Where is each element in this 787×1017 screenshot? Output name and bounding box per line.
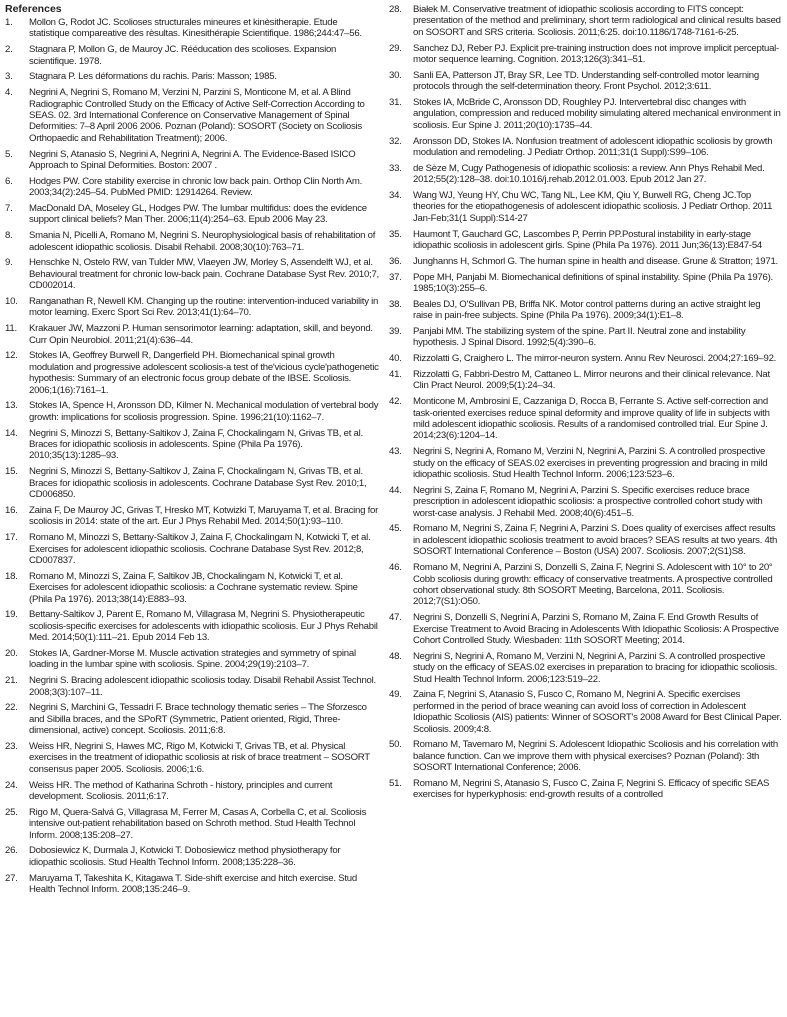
reference-text: Haumont T, Gauchard GC, Lascombes P, Perrin PP.Postural instability in early-stage idiopathic scoliosis in adolescent girls. Spine (Phila Pa 1976). 2011 Jun;36(13):E847-54 — [413, 228, 763, 252]
reference-text: Rizzolatti G, Fabbri-Destro M, Cattaneo L. Mirror neurons and their clinical relevance. Nat Clin Pract Neurol. 2009;5(1):24–34. — [413, 369, 770, 392]
reference-item — [389, 446, 782, 480]
reference-item — [389, 4, 782, 38]
reference-item — [5, 609, 379, 643]
reference-number: 45. — [389, 523, 402, 535]
reference-number: 25. — [5, 806, 18, 818]
reference-item — [389, 190, 782, 224]
references-heading: References — [5, 3, 62, 15]
reference-text: Panjabi MM. The stabilizing system of the spine. Part II. Neutral zone and instability hypothesis. J Spinal Disord. 1992;5(4):390–6. — [413, 326, 746, 349]
reference-text: Stokes IA, Gardner-Morse M. Muscle activation strategies and symmetry of spinal loading in the lumbar spine with scoliosis. Spine. 2004;29(19):2103–7. — [29, 647, 356, 671]
reference-number: 51. — [389, 777, 402, 789]
reference-item — [389, 272, 782, 295]
reference-number: 6. — [5, 175, 13, 187]
reference-item — [389, 739, 782, 773]
reference-number: 21. — [5, 675, 18, 687]
reference-text: Romano M, Negrini A, Parzini S, Donzelli S, Zaina F, Negrini S. Adolescent with 10° to 20° Cobb scoliosis during growth: efficacy of conservative treatments. A prospective controlled cohort observational study. 8th SOSORT Meeting, Barcelona, 2011. Scoliosis. 2012;7(S1):O50. — [413, 562, 773, 608]
reference-number: 31. — [389, 97, 402, 109]
reference-item — [389, 396, 782, 442]
reference-text: Romano M, Minozzi S, Zaina F, Saltikov JB, Chockalingam N, Kotwicki T, et al. Exercises for adolescent idiopathic scoliosis: a Cochrane systematic review. Spine (Phila Pa 1976). 2013;38(14):E883–93. — [29, 570, 358, 605]
reference-text: Beales DJ, O'Sullivan PB, Briffa NK. Motor control patterns during an active straight leg raise in pain-free subjects. Spine (Phila Pa 1976). 2009;34(1):E1–8. — [413, 298, 761, 322]
reference-number: 27. — [5, 872, 18, 884]
reference-text: Wang WJ, Yeung HY, Chu WC, Tang NL, Lee KM, Qiu Y, Burwell RG, Cheng JC.Top theories for the etiopathogenesis of adolescent idiopathic scoliosis. J Pediatr Orthop. 2011 Jan-Feb;31(1 Suppl):S14-27 — [413, 190, 773, 224]
reference-text: Sanli EA, Patterson JT, Bray SR, Lee TD. Understanding self-controlled motor learning protocols through the self-determination theory. Front Psychol. 2012;3:611. — [413, 69, 759, 93]
reference-item — [389, 256, 782, 267]
reference-item — [5, 648, 379, 671]
reference-text: Stagnara P. Les déformations du rachis. Paris: Masson; 1985. — [29, 71, 277, 83]
reference-text: Białek M. Conservative treatment of idiopathic scoliosis according to FITS concept: presentation of the method and preliminary, short term radiological and clinical results based on SOSORT and SRS criteria. Scoliosis. 2011;6:25. doi:10.1186/1748-7161-6-25. — [413, 4, 781, 38]
reference-number: 48. — [389, 650, 402, 662]
references-column-left — [5, 17, 379, 900]
reference-item — [5, 257, 379, 291]
reference-number: 13. — [5, 400, 18, 412]
reference-text: Pope MH, Panjabi M. Biomechanical definitions of spinal instability. Spine (Phila Pa 1976). 1985;10(3):255–6. — [413, 271, 773, 295]
reference-item — [5, 702, 379, 736]
reference-item — [5, 323, 379, 346]
reference-number: 36. — [389, 255, 402, 267]
reference-item — [389, 562, 782, 608]
reference-item — [389, 485, 782, 519]
reference-text: Romano M, Tavernaro M, Negrini S. Adolescent Idiopathic Scoliosis and his correlation with balance function. Can we improve them with physical exercises? Poznan (Poland): 3th SOSORT International Conference; 2006. — [413, 739, 778, 774]
reference-text: MacDonald DA, Moseley GL, Hodges PW. The lumbar multifidus: does the evidence support clinical beliefs? Man Ther. 2006;11(4):254–63. Epub 2006 May 23. — [29, 203, 367, 226]
references-column-right — [389, 4, 782, 805]
reference-text: Negrini S, Minozzi S, Bettany-Saltikov J, Zaina F, Chockalingam N, Grivas TB, et al. Braces for idiopathic scoliosis in adolescents. Spine (Phila Pa 1976). 2010;35(13):1285–93. — [29, 427, 363, 462]
reference-number: 15. — [5, 466, 18, 478]
reference-number: 20. — [5, 647, 18, 659]
reference-number: 46. — [389, 562, 402, 574]
reference-number: 12. — [5, 350, 18, 362]
reference-number: 26. — [5, 845, 18, 857]
reference-item — [389, 163, 782, 186]
reference-item — [5, 873, 379, 896]
reference-text: Stokes IA, McBride C, Aronsson DD, Roughley PJ. Intervertebral disc changes with angulation, compression and reduced mobility simulating altered mechanical environment in scoliosis. Eur Spine J. 2011;20(10):1735–44. — [413, 97, 781, 131]
reference-number: 24. — [5, 779, 18, 791]
reference-number: 34. — [389, 190, 402, 202]
reference-number: 43. — [389, 446, 402, 458]
reference-number: 39. — [389, 326, 402, 338]
reference-text: Negrini S, Negrini A, Romano M, Verzini N, Negrini A, Parzini S. A controlled prospective study on the efficacy of SEAS.02 exercises in preparation to bracing for idiopathic scoliosis. Stud Health Technol Inform. 2006;123:519–22. — [413, 650, 778, 685]
reference-number: 18. — [5, 570, 18, 582]
reference-number: 38. — [389, 298, 402, 310]
reference-item — [5, 505, 379, 528]
reference-text: Stagnara P, Mollon G, de Mauroy JC. Rééducation des scolioses. Expansion scientifique. 1978. — [29, 44, 337, 67]
reference-text: Smania N, Picelli A, Romano M, Negrini S. Neurophysiological basis of rehabilitation of adolescent idiopathic scoliosis. Disabil Rehabil. 2008;30(10):763–71. — [29, 230, 376, 253]
reference-item — [389, 70, 782, 93]
reference-item — [5, 400, 379, 423]
reference-number: 2. — [5, 44, 13, 56]
reference-text: Negrini S, Negrini A, Romano M, Verzini N, Negrini A, Parzini S. A controlled prospective study on the efficacy of SEAS.02 exercises in preventing progression and bracing in mild idiopathic scoliosis. Stud Health Technol Inform. 2006;123:523–6. — [413, 446, 768, 481]
reference-item — [389, 369, 782, 392]
reference-number: 17. — [5, 532, 18, 544]
reference-item — [389, 43, 782, 66]
reference-number: 32. — [389, 135, 402, 147]
reference-text: Stokes IA, Geoffrey Burwell R, Dangerfield PH. Biomechanical spinal growth modulation and progressive adolescent scoliosis-a test of the'vicious cycle'pathogenetic hypothesis: Summary of an electronic focus group debate of the IBSE. Scoliosis. 2006;1(16):7161–1. — [29, 350, 379, 396]
reference-text: Negrini S, Donzelli S, Negrini A, Parzini S, Romano M, Zaina F. End Growth Results of Exercise Treatment to Avoid Bracing in Adolescents With Idiopathic Scoliosis: A Prospective Cohort Controlled Study. Wiesbaden: 11th SOSORT Meeting; 2014. — [413, 612, 779, 646]
reference-item — [389, 229, 782, 252]
reference-number: 50. — [389, 739, 402, 751]
reference-text: Romano M, Negrini S, Atanasio S, Fusco C, Zaina F, Negrini S. Efficacy of specific SEAS exercises for hyperkyphosis: end-growth results of a controlled — [413, 777, 770, 801]
reference-number: 47. — [389, 612, 402, 624]
reference-item — [5, 675, 379, 698]
reference-item — [5, 571, 379, 605]
reference-item — [5, 845, 379, 868]
reference-item — [389, 523, 782, 557]
reference-number: 37. — [389, 271, 402, 283]
reference-text: Negrini A, Negrini S, Romano M, Verzini N, Parzini S, Monticone M, et al. A Blind Radiographic Controlled Study on the Efficacy of Active Self-Correction According to SEAS. 02. 3rd International Conference on Conservative Management of Spinal Deformities: 7–8 April 2006 2006. Poznan (Poland): SOSORT (Society on Scoliosis Orthopaedic and Rehabilitation Treatment); 2006. — [29, 87, 365, 144]
reference-text: Romano M, Negrini S, Zaina F, Negrini A, Parzini S. Does quality of exercises affect results in adolescent idiopathic scoliosis treatment to avoid braces? SEAS results at two years. 4th SOSORT International Conference – Boston (USA) 2007. Scoliosis. 2007;2(S1)S8. — [413, 523, 778, 558]
reference-number: 35. — [389, 228, 402, 240]
reference-number: 16. — [5, 504, 18, 516]
reference-text: Ranganathan R, Newell KM. Changing up the routine: intervention-induced variability in motor learning. Exerc Sport Sci Rev. 2013;41(1):64–70. — [29, 296, 379, 319]
reference-number: 49. — [389, 689, 402, 701]
reference-number: 14. — [5, 427, 18, 439]
reference-number: 33. — [389, 162, 402, 174]
reference-item — [389, 299, 782, 322]
reference-number: 7. — [5, 203, 13, 215]
reference-number: 1. — [5, 17, 13, 28]
reference-text: Weiss HR, Negrini S, Hawes MC, Rigo M, Kotwicki T, Grivas TB, et al. Physical exercises in the treatment of idiopathic scoliosis at risk of brace treatment – SOSORT consensus paper 2005. Scoliosis. 2006;1:6. — [29, 740, 370, 775]
reference-text: Zaina F, Negrini S, Atanasio S, Fusco C, Romano M, Negrini A. Specific exercises performed in the period of brace weaning can avoid loss of correction in Adolescent Idiopathic Scoliosis (AIS) patients: Winner of SOSORT's 2008 Award for Best Clinical Paper. Scoliosis. 2009;4:8. — [413, 689, 782, 735]
reference-text: Aronsson DD, Stokes IA. Nonfusion treatment of adolescent idiopathic scoliosis by growth modulation and remodeling. J Pediatr Orthop. 2011;31(1 Suppl):S99–106. — [413, 135, 773, 159]
reference-item — [5, 780, 379, 803]
reference-number: 42. — [389, 396, 402, 408]
reference-number: 19. — [5, 609, 18, 621]
reference-number: 5. — [5, 148, 13, 160]
reference-item — [5, 428, 379, 462]
reference-number: 4. — [5, 87, 13, 99]
reference-text: Negrini S, Atanasio S, Negrini A, Negrini A, Negrini A. The Evidence-Based ISICO Approach to Spinal Deformities. Boston: 2007 . — [29, 148, 356, 172]
reference-number: 29. — [389, 42, 402, 54]
reference-item — [5, 230, 379, 253]
reference-number: 30. — [389, 69, 402, 81]
reference-number: 22. — [5, 702, 18, 714]
reference-number: 28. — [389, 4, 402, 15]
reference-item — [389, 326, 782, 349]
reference-item — [389, 136, 782, 159]
reference-text: Henschke N, Ostelo RW, van Tulder MW, Vlaeyen JW, Morley S, Assendelft WJ, et al. Behavioural treatment for chronic low-back pain. Cochrane Database Syst Rev. 2010;7, CD002014. — [29, 257, 379, 292]
reference-item — [5, 71, 379, 82]
reference-text: Rizzolatti G, Craighero L. The mirror-neuron system. Annu Rev Neurosci. 2004;27:169–92. — [413, 353, 777, 365]
reference-item — [5, 149, 379, 172]
reference-number: 41. — [389, 369, 402, 381]
reference-text: Sanchez DJ, Reber PJ. Explicit pre-training instruction does not improve implicit perceptual-motor sequence learning. Cognition. 2013;126(3):341–51. — [413, 42, 779, 66]
reference-text: Stokes IA, Spence H, Aronsson DD, Kilmer N. Mechanical modulation of vertebral body growth: implications for scoliosis progression. Spine. 1996;21(10):1162–7. — [29, 400, 379, 423]
reference-item — [5, 17, 379, 40]
reference-number: 9. — [5, 257, 13, 269]
reference-item — [389, 612, 782, 646]
reference-text: Monticone M, Ambrosini E, Cazzaniga D, Rocca B, Ferrante S. Active self-correction and task-oriented exercises reduce spinal deformity and improve quality of life in subjects with mild adolescent idiopathic scoliosis. Results of a randomised controlled trial. Eur Spine J. 2014;23(6):1204–14. — [413, 396, 770, 442]
reference-number: 11. — [5, 323, 17, 335]
reference-item — [5, 203, 379, 226]
reference-number: 10. — [5, 296, 18, 308]
reference-item — [389, 689, 782, 735]
reference-number: 40. — [389, 353, 402, 365]
reference-number: 23. — [5, 740, 18, 752]
reference-number: 8. — [5, 230, 13, 242]
reference-text: Bettany-Saltikov J, Parent E, Romano M, Villagrasa M, Negrini S. Physiotherapeutic scoliosis-specific exercises for adolescents with idiopathic scoliosis. Eur J Phys Rehabil Med. 2014;50(1):111–21. Epub 2014 Feb 13. — [29, 609, 378, 644]
reference-text: Dobosiewicz K, Durmala J, Kotwicki T. Dobosiewicz method physiotherapy for idiopathic scoliosis. Stud Health Technol Inform. 2008;135:228–36. — [29, 845, 341, 868]
reference-item — [389, 353, 782, 364]
reference-text: Romano M, Minozzi S, Bettany-Saltikov J, Zaina F, Chockalingam N, Kotwicki T, et al. Exercises for adolescent idiopathic scoliosis. Cochrane Database Syst Rev. 2012;8, CD007837. — [29, 532, 371, 566]
reference-item — [5, 87, 379, 144]
reference-item — [5, 176, 379, 199]
reference-text: Junghanns H, Schmorl G. The human spine in health and disease. Grune & Stratton; 1971. — [413, 255, 778, 267]
reference-item — [5, 44, 379, 67]
reference-number: 3. — [5, 71, 13, 83]
reference-text: Zaina F, De Mauroy JC, Grivas T, Hresko MT, Kotwizki T, Maruyama T, et al. Bracing for scoliosis in 2014: state of the art. Eur J Phys Rehabil Med. 2014;50(1):93–110. — [29, 504, 379, 528]
reference-text: Hodges PW. Core stability exercise in chronic low back pain. Orthop Clin North Am. 2003;34(2):245–54. PubMed PMID: 12914264. Review. — [29, 175, 363, 199]
reference-text: Krakauer JW, Mazzoni P. Human sensorimotor learning: adaptation, skill, and beyond. Curr Opin Neurobiol. 2011;21(4):636–44. — [29, 323, 373, 346]
reference-item — [5, 807, 379, 841]
reference-text: Negrini S, Zaina F, Romano M, Negrini A, Parzini S. Specific exercises reduce brace prescription in adolescent idiopathic scoliosis: a prospective controlled cohort study with worst-case analysis. J Rehabil Med. 2008;40(6):451–5. — [413, 484, 763, 519]
reference-text: Mollon G, Rodot JC. Scolioses structurales mineures et kinèsitherapie. Etude statistique compareative des rèsultas. Kinesithérapie Scientifique. 1986;244:47–56. — [29, 17, 362, 40]
reference-text: de Sèze M, Cugy Pathogenesis of idiopathic scoliosis: a review. Ann Phys Rehabil Med. 2012;55(2):128–38. doi:10.1016/j.rehab.2012.01.003. Epub 2012 Jan 27. — [413, 162, 765, 186]
reference-text: Rigo M, Quera-Salvá G, Villagrasa M, Ferrer M, Casas A, Corbella C, et al. Scoliosis intensive out-patient rehabilitation based on Schroth method. Stud Health Technol Inform. 2008;135:208–27. — [29, 806, 367, 841]
reference-number: 44. — [389, 484, 402, 496]
reference-item — [5, 532, 379, 566]
reference-item — [389, 651, 782, 685]
reference-item — [389, 778, 782, 801]
reference-text: Negrini S, Minozzi S, Bettany-Saltikov J, Zaina F, Chockalingam N, Grivas TB, et al. Braces for idiopathic scoliosis in adolescents. Cochrane Database Syst Rev. 2010;1, CD006850. — [29, 466, 367, 501]
reference-item — [389, 97, 782, 131]
reference-item — [5, 350, 379, 396]
reference-text: Negrini S, Marchini G, Tessadri F. Brace technology thematic series – The Sforzesco and Sibilla braces, and the SPoRT (Symmetric, Patient oriented, Rigid, Three-dimensional, active) concept. Scoliosis. 2011;6:8. — [29, 702, 367, 737]
reference-item — [5, 466, 379, 500]
reference-text: Negrini S. Bracing adolescent idiopathic scoliosis today. Disabil Rehabil Assist Technol. 2008;3(3):107–11. — [29, 675, 376, 698]
reference-item — [5, 741, 379, 775]
reference-text: Maruyama T, Takeshita K, Kitagawa T. Side-shift exercise and hitch exercise. Stud Health Technol Inform. 2008;135:246–9. — [29, 872, 357, 895]
reference-item — [5, 296, 379, 319]
reference-text: Weiss HR. The method of Katharina Schroth - history, principles and current development. Scoliosis. 2011;6:17. — [29, 779, 333, 802]
